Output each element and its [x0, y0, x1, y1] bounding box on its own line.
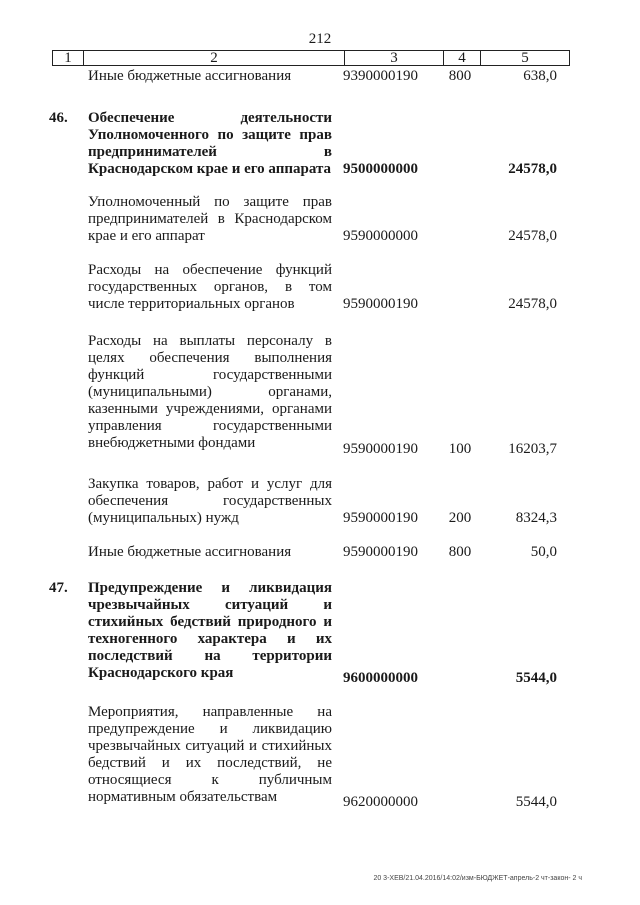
row-number: 47. — [49, 580, 68, 596]
row-name: Мероприятия, направленные на предупреждение и ликвидацию чрезвычайных ситуаций и стихийных бедствий и их последствий, не относящиеся к публичным нормативным обязательствам — [88, 704, 332, 805]
column-header-table — [52, 50, 570, 66]
column-header-4: 4 — [444, 51, 481, 66]
row-name: Предупреждение и ликвидация чрезвычайных ситуаций и стихийных бедствий природного и техногенного характера и их последствий на территории Краснодарского края — [88, 580, 332, 681]
row-amount: 638,0 — [523, 68, 557, 84]
row-code: 9590000190 — [343, 296, 418, 312]
row-amount: 16203,7 — [508, 441, 557, 457]
row-expense-type: 100 — [448, 441, 472, 457]
row-number: 46. — [49, 110, 68, 126]
row-name: Уполномоченный по защите прав предпринимателей в Краснодарском крае и его аппарат — [88, 194, 332, 244]
row-code: 9600000000 — [343, 670, 418, 686]
row-name: Иные бюджетные ассигнования — [88, 544, 292, 560]
footer-document-id: 20 3-ХЕВ/21.04.2016/14:02/изм-БЮДЖЕТ-апрель-2 чт-закон- 2 ч — [373, 875, 582, 882]
row-amount: 50,0 — [530, 544, 557, 560]
row-code: 9590000000 — [343, 228, 418, 244]
row-name: Обеспечение деятельности Уполномоченного по защите прав предпринимателей в Краснодарском крае и его аппарата — [88, 110, 332, 177]
row-amount: 24578,0 — [508, 296, 557, 312]
row-code: 9590000190 — [343, 510, 418, 526]
row-code: 9620000000 — [343, 794, 418, 810]
row-expense-type: 800 — [448, 544, 472, 560]
row-name: Иные бюджетные ассигнования — [88, 68, 292, 84]
row-amount: 8324,3 — [515, 510, 557, 526]
row-code: 9590000190 — [343, 544, 418, 560]
row-name: Закупка товаров, работ и услуг для обеспечения государственных (муниципальных) нужд — [88, 476, 332, 526]
column-header-2: 2 — [84, 51, 345, 66]
row-amount: 5544,0 — [515, 670, 557, 686]
row-code: 9390000190 — [343, 68, 418, 84]
row-amount: 24578,0 — [508, 161, 557, 177]
row-name: Расходы на выплаты персоналу в целях обеспечения выполнения функций государственными (муниципальными) органами, казенными учреждениями, органами управления государственными внебюджетными фондами — [88, 333, 332, 451]
row-expense-type: 200 — [448, 510, 472, 526]
row-code: 9500000000 — [343, 161, 418, 177]
page-number: 212 — [308, 31, 332, 47]
column-header-3: 3 — [345, 51, 444, 66]
row-code: 9590000190 — [343, 441, 418, 457]
column-header-1: 1 — [53, 51, 84, 66]
row-amount: 5544,0 — [515, 794, 557, 810]
row-amount: 24578,0 — [508, 228, 557, 244]
row-name: Расходы на обеспечение функций государственных органов, в том числе территориальных органов — [88, 262, 332, 312]
row-expense-type: 800 — [448, 68, 472, 84]
column-header-5: 5 — [481, 51, 570, 66]
